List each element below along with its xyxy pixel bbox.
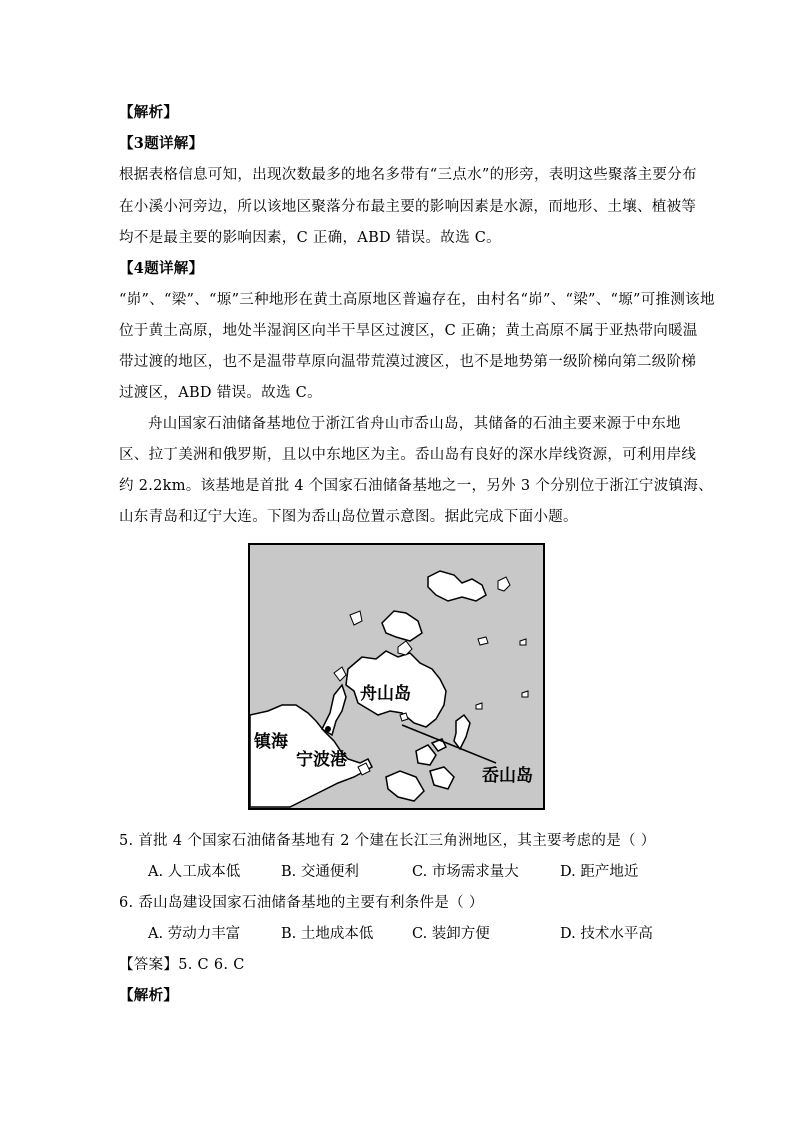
island-se-1 [454,715,470,749]
aoshan-location-map [248,543,545,810]
island-east-3 [522,691,528,697]
passage-line-1: 舟山国家石油储备基地位于浙江省舟山市岙山岛，其储备的石油主要来源于中东地 [148,416,681,432]
island-east-2 [520,639,526,645]
island-se-4 [386,771,424,801]
q6-stem: 6. 岙山岛建设国家石油储备基地的主要有利条件是（ ） [119,895,484,911]
q4-line-4: 过渡区，ABD 错误。故选 C。 [119,385,322,401]
q6-option-a: A. 劳动力丰富 [148,926,241,942]
island-se-3 [430,767,454,789]
q6-option-c: C. 装卸方便 [412,926,490,942]
q4-header: 【4题详解】 [119,260,204,277]
q5-option-d: D. 距产地近 [560,864,639,880]
q3-line-2: 在小溪小河旁边，所以该地区聚落分布最主要的影响因素是水源，而地形、土壤、植被等 [119,199,697,215]
passage-line-3: 约 2.2km。该基地是首批 4 个国家石油储备基地之一，另外 3 个分别位于浙江宁波镇海、 [119,478,713,494]
passage-line-4: 山东青岛和辽宁大连。下图为岙山岛位置示意图。据此完成下面小题。 [119,509,578,525]
q5-stem: 5. 首批 4 个国家石油储备基地有 2 个建在长江三角洲地区，其主要考虑的是（ ） [119,833,656,849]
q6-option-b: B. 土地成本低 [281,926,374,942]
ningbo-port-marker [325,726,331,732]
island-north-2 [498,577,510,591]
island-aoshan [432,739,446,751]
analysis-header-2: 【解析】 [119,987,179,1004]
ningbo-port-label: 宁波港 [296,750,347,770]
q4-line-3: 带过渡的地区，也不是温带草原向温带荒漠过渡区，也不是地势第一级阶梯向第二级阶梯 [119,354,697,370]
q4-line-1: “峁”、“梁”、“塬”三种地形在黄土高原地区普遍存在，由村名“峁”、“梁”、“塬”可推测该地 [119,292,715,308]
q5-option-a: A. 人工成本低 [148,864,241,880]
q5-option-b: B. 交通便利 [281,864,359,880]
passage-line-2: 区、拉丁美洲和俄罗斯，且以中东地区为主。岙山岛有良好的深水岸线资源，可利用岸线 [119,447,697,463]
island-small-2 [476,703,482,709]
analysis-header: 【解析】 [119,104,179,121]
island-north-3 [382,611,422,641]
island-north-1 [428,571,486,601]
answer-line: 【答案】5. C 6. C [119,957,245,973]
q4-line-2: 位于黄土高原，地处半湿润区向半干旱区过渡区，C 正确；黄土高原不属于亚热带向暖温 [119,323,698,339]
island-small-1 [400,713,408,721]
q6-option-d: D. 技术水平高 [560,926,653,942]
island-mid-3 [334,667,346,681]
q5-option-c: C. 市场需求量大 [412,864,519,880]
q3-header: 【3题详解】 [119,135,204,152]
zhoushan-label: 舟山岛 [360,684,411,704]
island-mid-1 [350,611,362,625]
aoshan-leader-line [402,725,496,763]
zhenhai-label: 镇海 [254,732,288,752]
q3-line-3: 均不是最主要的影响因素，C 正确，ABD 错误。故选 C。 [119,230,501,246]
aoshan-label: 岙山岛 [482,766,533,786]
island-se-2 [416,745,436,765]
q3-line-1: 根据表格信息可知，出现次数最多的地名多带有“三点水”的形旁，表明这些聚落主要分布 [119,167,697,183]
island-east-1 [478,637,488,645]
